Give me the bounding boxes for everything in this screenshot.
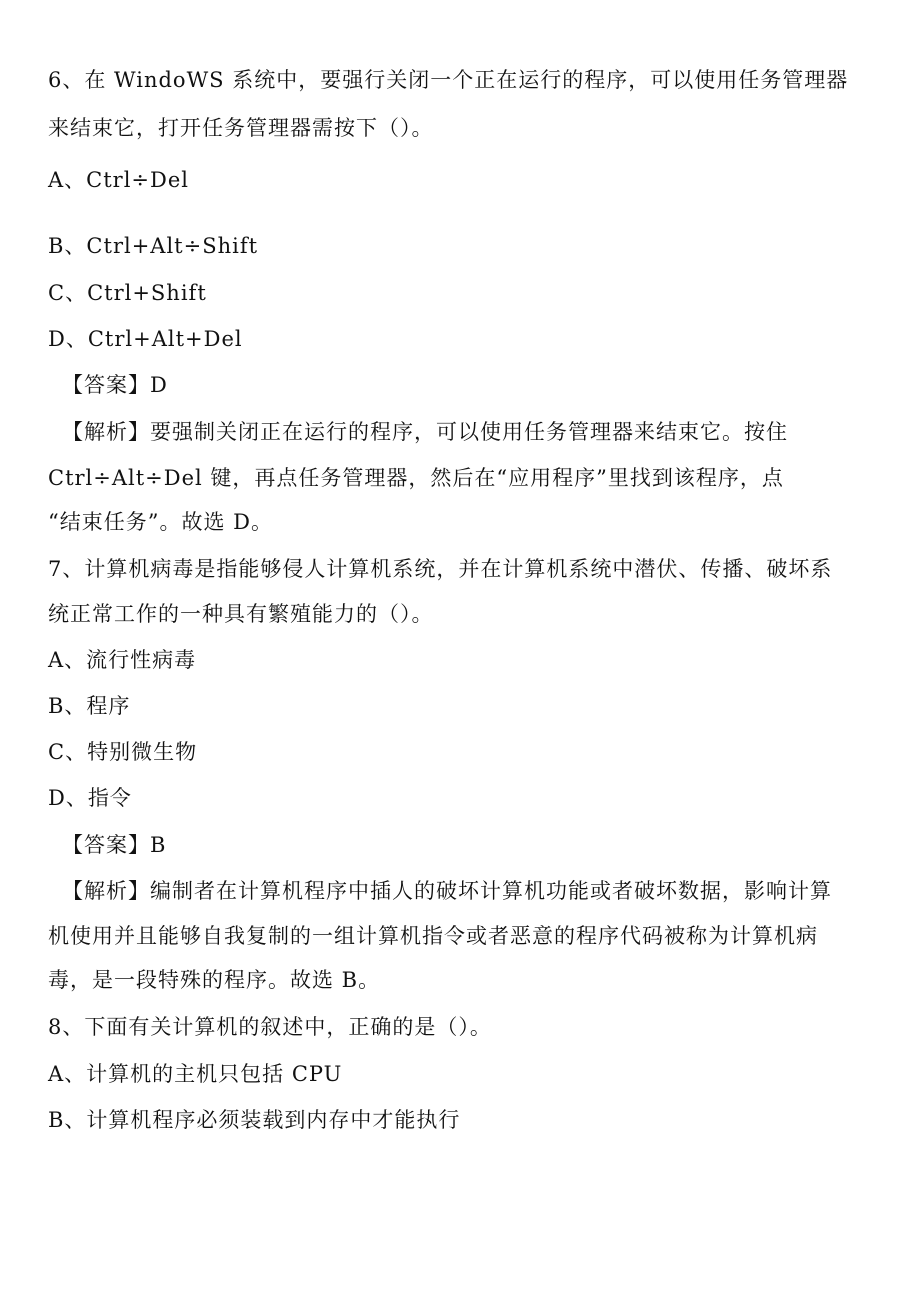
q6-stem-line-1: 6、在 WindoWS 系统中，要强行关闭一个正在运行的程序，可以使用任务管理器 [48, 68, 849, 92]
q6-option-c: C、Ctrl+Shift [48, 281, 207, 305]
q6-answer: 【答案】D [62, 373, 168, 397]
q8-option-b: B、计算机程序必须装载到内存中才能执行 [48, 1108, 461, 1132]
q6-option-d: D、Ctrl+Alt+Del [48, 327, 243, 351]
q6-analysis-line-2: Ctrl÷Alt÷Del 键，再点任务管理器，然后在“应用程序”里找到该程序，点 [48, 466, 784, 490]
q7-option-c: C、特别微生物 [48, 740, 198, 764]
q7-stem-line-1: 7、计算机病毒是指能够侵人计算机系统，并在计算机系统中潜伏、传播、破坏系 [48, 557, 833, 581]
q7-analysis-line-3: 毒，是一段特殊的程序。故选 B。 [48, 968, 381, 992]
q7-analysis-line-1: 【解析】编制者在计算机程序中插人的破坏计算机功能或者破坏数据，影响计算 [62, 879, 832, 903]
q6-option-a: A、Ctrl÷Del [48, 168, 190, 192]
q7-option-a: A、流行性病毒 [48, 648, 197, 672]
q8-stem-line-1: 8、下面有关计算机的叙述中，正确的是（）。 [48, 1015, 492, 1039]
q8-option-a: A、计算机的主机只包括 CPU [48, 1062, 343, 1086]
q6-option-b: B、Ctrl+Alt÷Shift [48, 234, 259, 258]
q7-analysis-line-2: 机使用并且能够自我复制的一组计算机指令或者恶意的程序代码被称为计算机病 [48, 924, 818, 948]
q7-answer: 【答案】B [62, 833, 167, 857]
q7-stem-line-2: 统正常工作的一种具有繁殖能力的（）。 [48, 602, 434, 626]
q6-analysis-line-1: 【解析】要强制关闭正在运行的程序，可以使用任务管理器来结束它。按住 [62, 420, 788, 444]
q7-option-b: B、程序 [48, 694, 131, 718]
q7-option-d: D、指令 [48, 786, 132, 810]
q6-analysis-line-3: “结束任务”。故选 D。 [48, 510, 273, 534]
q6-stem-line-2: 来结束它，打开任务管理器需按下（）。 [48, 116, 434, 140]
